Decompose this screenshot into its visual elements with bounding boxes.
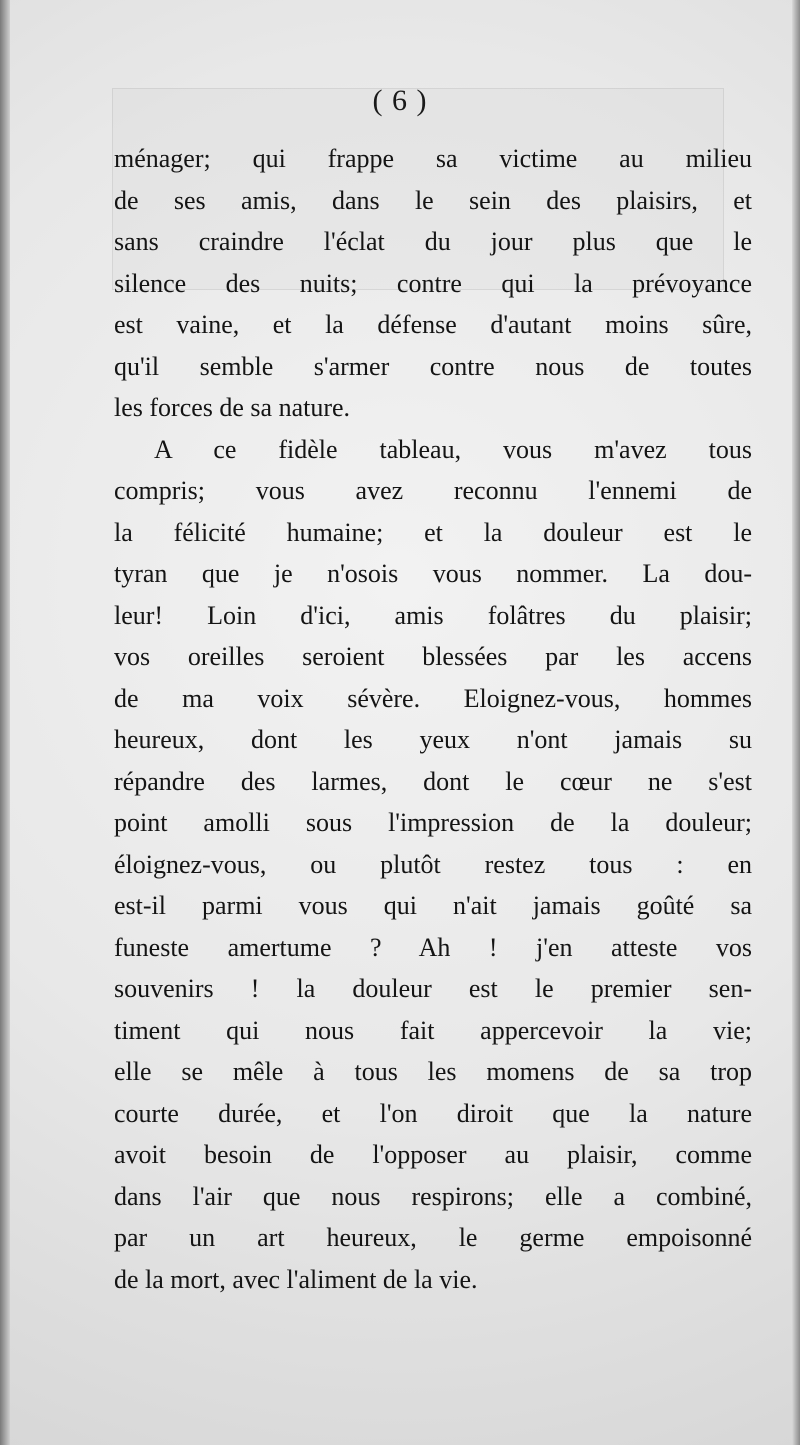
text-line: qu'il semble s'armer contre nous de toutes [114, 351, 752, 381]
text-line: funeste amertume ? Ah ! j'en atteste vos [114, 932, 752, 962]
text-line: elle se mêle à tous les momens de sa trop [114, 1057, 752, 1086]
text-line: souvenirs ! la douleur est le premier sen- [114, 974, 752, 1003]
text-line: A ce fidèle tableau, vous m'avez tous [154, 434, 752, 464]
text-line: compris; vous avez reconnu l'ennemi de [114, 476, 752, 505]
page-left-edge [0, 0, 10, 1445]
text-line: répandre des larmes, dont le cœur ne s'est [114, 766, 752, 796]
text-line: les forces de sa nature. [114, 393, 351, 422]
text-line: leur! Loin d'ici, amis folâtres du plaisir; [114, 600, 752, 630]
paragraph-2 [114, 429, 752, 1301]
text-line: dans l'air que nous respirons; elle a combiné, [114, 1181, 752, 1211]
text-line: est vaine, et la défense d'autant moins sûre, [114, 310, 752, 339]
text-line: sans craindre l'éclat du jour plus que le [114, 227, 752, 256]
text-line: avoit besoin de l'opposer au plaisir, comme [114, 1140, 752, 1169]
text-line: heureux, dont les yeux n'ont jamais su [114, 725, 752, 754]
text-line: de ses amis, dans le sein des plaisirs, et [114, 185, 752, 215]
body-text [114, 138, 752, 1300]
page-number: ( 6 ) [372, 84, 428, 117]
page-right-edge [792, 0, 800, 1445]
text-line: tyran que je n'osois vous nommer. La dou- [114, 559, 752, 588]
paragraph-1 [114, 138, 752, 429]
text-line: silence des nuits; contre qui la prévoyance [114, 268, 752, 298]
text-line: de ma voix sévère. Eloignez-vous, hommes [114, 683, 752, 713]
text-line: est-il parmi vous qui n'ait jamais goûté sa [114, 891, 752, 920]
text-line: point amolli sous l'impression de la douleur; [114, 808, 752, 837]
text-line: vos oreilles seroient blessées par les accens [114, 642, 752, 671]
text-line: éloignez-vous, ou plutôt restez tous : en [114, 849, 752, 879]
text-line: de la mort, avec l'aliment de la vie. [114, 1264, 478, 1294]
text-line: timent qui nous fait appercevoir la vie; [114, 1015, 752, 1045]
text-line: par un art heureux, le germe empoisonné [114, 1223, 752, 1252]
text-line: la félicité humaine; et la douleur est le [114, 517, 752, 547]
text-line: ménager; qui frappe sa victime au milieu [114, 144, 752, 173]
text-line: courte durée, et l'on diroit que la nature [114, 1098, 752, 1128]
